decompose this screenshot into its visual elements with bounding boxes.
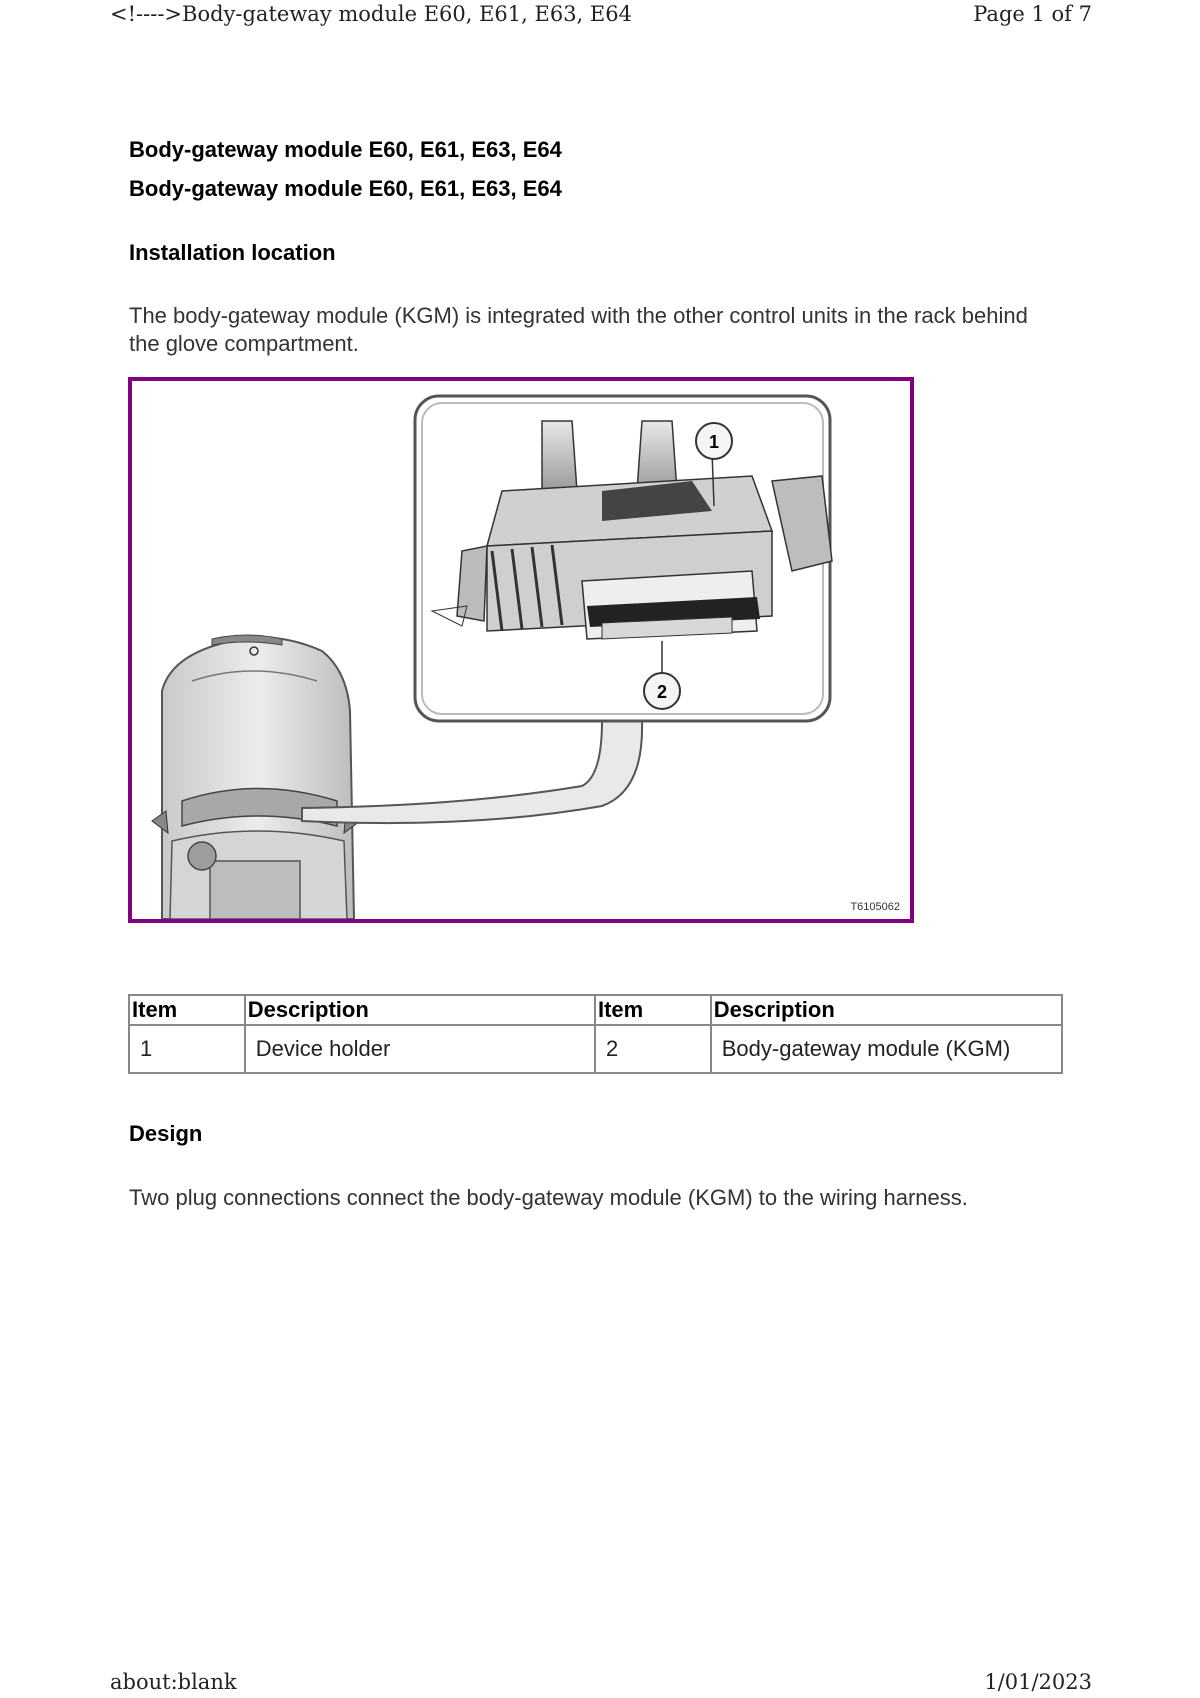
table-header: Description xyxy=(245,995,595,1025)
callout-connector xyxy=(302,721,642,823)
design-heading: Design xyxy=(129,1121,203,1146)
design-text: Two plug connections connect the body-gateway module (KGM) to the wiring harness. xyxy=(129,1185,968,1210)
table-cell: Device holder xyxy=(245,1025,595,1073)
table-header: Item xyxy=(595,995,711,1025)
callout-1 xyxy=(696,423,732,459)
installation-text: The body-gateway module (KGM) is integrated with the other control units in the rack behind the glove compartment. xyxy=(129,303,1028,356)
table-cell: 1 xyxy=(129,1025,245,1073)
footer-date: 1/01/2023 xyxy=(984,1670,1092,1694)
installation-illustration xyxy=(132,381,910,919)
table-row xyxy=(129,1025,1062,1073)
page-number: Page 1 of 7 xyxy=(973,2,1092,26)
installation-heading: Installation location xyxy=(129,240,336,265)
table-header: Description xyxy=(711,995,1062,1025)
document-subtitle: Body-gateway module E60, E61, E63, E64 xyxy=(129,176,562,201)
table-header: Item xyxy=(129,995,245,1025)
svg-text:1: 1 xyxy=(708,432,720,452)
document-body xyxy=(129,136,1069,358)
table-header-row xyxy=(129,995,1062,1025)
car-top-view xyxy=(152,635,360,919)
document-title: Body-gateway module E60, E61, E63, E64 xyxy=(129,137,562,162)
footer-url: about:blank xyxy=(110,1670,237,1694)
installation-figure xyxy=(128,377,914,923)
table-cell: 2 xyxy=(595,1025,711,1073)
design-section xyxy=(129,1120,1069,1212)
table-cell: Body-gateway module (KGM) xyxy=(711,1025,1062,1073)
callout-2 xyxy=(644,673,680,709)
figure-code: T6105062 xyxy=(850,901,900,913)
svg-text:2: 2 xyxy=(656,682,668,702)
items-table xyxy=(128,994,1063,1074)
header-title: <!---->Body-gateway module E60, E61, E63, E64 xyxy=(110,2,632,26)
